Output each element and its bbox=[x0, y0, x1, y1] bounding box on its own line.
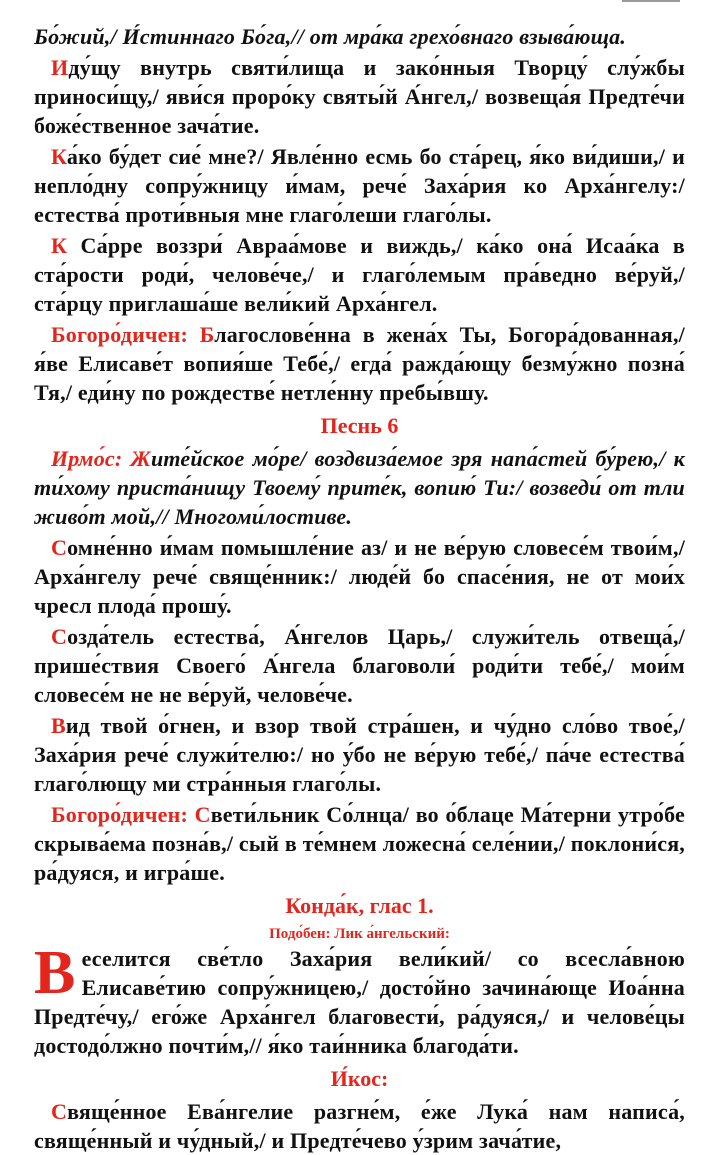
podoben-line bbox=[34, 924, 685, 944]
initial: С bbox=[194, 802, 211, 827]
kontakion-heading: Конда́к, глас 1. bbox=[285, 893, 434, 918]
initial: И bbox=[51, 55, 69, 80]
troparion-6 bbox=[34, 711, 685, 798]
theotokion-1 bbox=[34, 320, 685, 407]
initial: С bbox=[51, 624, 68, 649]
initial: К bbox=[51, 144, 67, 169]
initial: К bbox=[51, 233, 68, 258]
podoben-text: ик а́нгельский: bbox=[345, 926, 450, 942]
song-heading: Песнь 6 bbox=[320, 413, 399, 438]
kontakion bbox=[34, 939, 685, 1060]
verse-continuation: Бо́жий,/ И́стиннаго Бо́га,// от мра́ка грехо́внаго взыва́юща. bbox=[34, 24, 627, 49]
ikos bbox=[34, 1097, 685, 1155]
verse-text: еселится све́тло Заха́рия вели́кий/ со всесла́вною Елисаве́тию сопру́жницею,/ досто́йно зачина́юще Иоа́нна Предте́чу,/ его́же Арха́нгел благовести́, ра́дуяся,/ и челове́цы достодо́лжно почти́м,// я́ко таи́нника благода́ти. bbox=[34, 946, 685, 1058]
verse-text: вяще́нное Ева́нгелие разгне́м, е́же Лука́ нам написа́, свяще́нный и чу́дный,/ и Предте́чево у́зрим зача́тие, bbox=[34, 1099, 685, 1153]
verse-text: омне́нно и́мам помышле́ние аз/ и не ве́рую словесе́м твои́м,/ Арха́нгелу рече́ свяще́нник:/ люде́й бо спасе́ния, не от мои́х чресл плода́ прошу́. bbox=[34, 535, 685, 618]
troparion-1 bbox=[34, 53, 685, 140]
initial: Л bbox=[334, 926, 346, 942]
theotokion-2 bbox=[34, 800, 685, 887]
top-rule bbox=[622, 0, 680, 2]
initial: Б bbox=[199, 322, 215, 347]
initial: С bbox=[51, 1099, 68, 1124]
troparion-3 bbox=[34, 231, 685, 318]
irmos bbox=[34, 444, 685, 531]
verse-text: ду́щу внутрь святи́лища и зако́нныя Творцу́ слу́жбы приноси́щу,/ яви́ся проро́ку святы́й А́нгел,/ возвеща́я Предте́чи боже́ственное зача́тие. bbox=[34, 55, 685, 138]
initial: С bbox=[51, 535, 68, 560]
theotokion-label: Богоро́дичен: bbox=[51, 322, 200, 347]
drop-cap: В bbox=[34, 939, 76, 1007]
verse-text: вети́льник Со́лнца/ во о́блаце Ма́терни утро́бе скрыва́ема позна́в,/ сый в те́мнем ложесна́ селе́нии,/ поклони́ся, ра́дуяся, и игра́ше. bbox=[34, 802, 685, 885]
verse-text: озда́тель естества́, А́нгелов Царь,/ служи́тель отвеща́,/ прише́ствия Своего́ А́нгела благоволи́ роди́ти тебе́,/ мои́м словесе́м не не ве́руй, челове́че. bbox=[34, 624, 685, 707]
verse-text: Са́рре воззри́ Авраа́мове и виждь,/ ка́ко она́ Исаа́ка в ста́рости роди́, челове́че,/ и глаго́лемым пра́ведно ве́руй,/ ста́рцу приглаша́ше вели́кий Арха́нгел. bbox=[34, 233, 685, 316]
troparion-4 bbox=[34, 533, 685, 620]
initial: Ж bbox=[130, 446, 151, 471]
verse-text: ид твой о́гнен, и взор твой стра́шен, и чу́дно сло́во твое́,/ Заха́рия рече́ служи́телю:/ но у́бо не ве́рую тебе́,/ па́че естества́ глаго́лющу ми стра́нныя глаго́лы. bbox=[34, 713, 685, 796]
ikos-heading: И́кос: bbox=[330, 1066, 389, 1091]
troparion-5 bbox=[34, 622, 685, 709]
podoben-label: Подо́бен: bbox=[269, 926, 335, 942]
verse-text: лагослове́нна в жена́х Ты, Богора́дованная,/ я́ве Елисаве́т вопия́ше Тебе́,/ егда́ ражда́ющу безму́жно позна́ Тя,/ еди́ну по рождестве́ нетле́нну пребы́вшу. bbox=[34, 322, 685, 405]
troparion-2 bbox=[34, 142, 685, 229]
initial: В bbox=[51, 713, 66, 738]
theotokion-label: Богоро́дичен: bbox=[51, 802, 195, 827]
verse-text: ите́йское мо́ре/ воздвиза́емое зря напа́стей бу́рею,/ к ти́хому приста́нищу Твоему́ прите́к, вопию́ Ти:/ возведи́ от тли живо́т мой,// Многоми́лостиве. bbox=[34, 446, 685, 529]
verse-text: а́ко бу́дет сие́ мне?/ Явле́нно есмь бо ста́рец, я́ко ви́диши,/ и непло́дну сопру́жницу и́мам, рече́ Заха́рия ко Арха́нгелу:/ естества́ проти́вныя мне глаго́леши глаго́лы. bbox=[34, 144, 685, 227]
irmos-label: Ирмо́с: bbox=[51, 446, 131, 471]
